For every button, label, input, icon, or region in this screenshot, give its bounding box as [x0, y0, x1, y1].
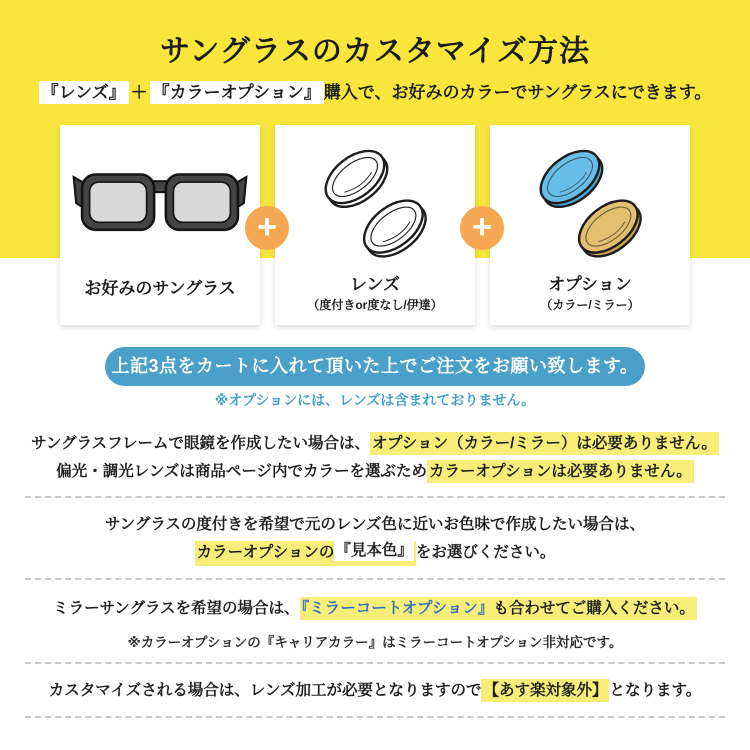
step-subcaption: （カラー/ミラー）	[540, 298, 640, 312]
subtitle-highlight-color-option: 『カラーオプション』	[150, 81, 324, 104]
option-exclusion-note: ※オプションには、レンズは含まれておりません。	[214, 392, 536, 408]
carrier-color-note: ※カラーオプションの『キャリアカラー』はミラーコートオプション非対応です。	[127, 635, 623, 650]
step-card-sunglasses	[60, 125, 260, 325]
step-subcaption: （度付きor度なし/伊達）	[307, 298, 443, 312]
clear-lens-pair-icon	[275, 125, 475, 276]
page-title: サングラスのカスタマイズ方法	[159, 35, 591, 68]
step-caption: レンズ	[349, 275, 401, 294]
step-card-options	[490, 125, 690, 325]
highlighted-text: 『ミラーコートオプション』も合わせてご購入ください。	[300, 597, 697, 620]
highlighted-text: オプション（カラー/ミラー）は必要ありません。	[370, 432, 719, 455]
subtitle-plus: ＋	[130, 83, 148, 102]
note-line: サングラスフレームで眼鏡を作成したい場合は、 オプション（カラー/ミラー）は必要ありません。	[0, 430, 750, 458]
note-line: 偏光・調光レンズは商品ページ内でカラーを選ぶため カラーオプションは必要ありません。	[0, 458, 750, 486]
mirror-coat-option-link-text: 『ミラーコートオプション』	[301, 600, 494, 617]
steps-row	[60, 125, 690, 325]
step-card-lenses	[275, 125, 475, 325]
subtitle-highlight-lens: 『レンズ』	[39, 81, 129, 104]
plus-icon: +	[245, 206, 289, 250]
white-boxed-text: 『見本色』	[335, 542, 413, 559]
note-line: カラーオプションの『見本色』 をお選びください。	[0, 539, 750, 567]
dashed-divider	[25, 716, 725, 718]
note-line: サングラスの度付きを希望で元のレンズ色に近いお色味で作成したい場合は、	[104, 516, 646, 533]
dashed-divider	[25, 662, 725, 664]
plus-icon: +	[460, 206, 504, 250]
note-section-frame-only	[0, 430, 750, 486]
color-lens-pair-icon	[490, 125, 690, 276]
highlighted-text: カラーオプションの『見本色』	[195, 541, 416, 566]
step-caption: お好みのサングラス	[84, 279, 236, 298]
dashed-divider	[25, 578, 725, 580]
dashed-divider	[25, 496, 725, 498]
subtitle	[0, 78, 750, 103]
highlighted-text: 【あす楽対象外】	[481, 679, 609, 702]
note-section-sample-color	[0, 511, 750, 567]
note-line: ミラーサングラスを希望の場合は、 『ミラーコートオプション』も合わせてご購入ください。	[0, 595, 750, 623]
note-section-mirror-coat	[0, 595, 750, 651]
order-instruction-banner: 上記3点をカートに入れて頂いた上でご注文をお願い致します。	[105, 347, 645, 386]
sunglasses-icon	[60, 125, 260, 280]
subtitle-rest: 購入で、お好みのカラーでサングラスにできます。	[323, 83, 712, 102]
note-line: カスタマイズされる場合は、レンズ加工が必要となりますので 【あす楽対象外】 となります。	[0, 677, 750, 705]
highlighted-text: カラーオプションは必要ありません。	[427, 460, 694, 483]
note-section-next-day-delivery	[0, 677, 750, 705]
step-caption: オプション	[548, 275, 632, 294]
